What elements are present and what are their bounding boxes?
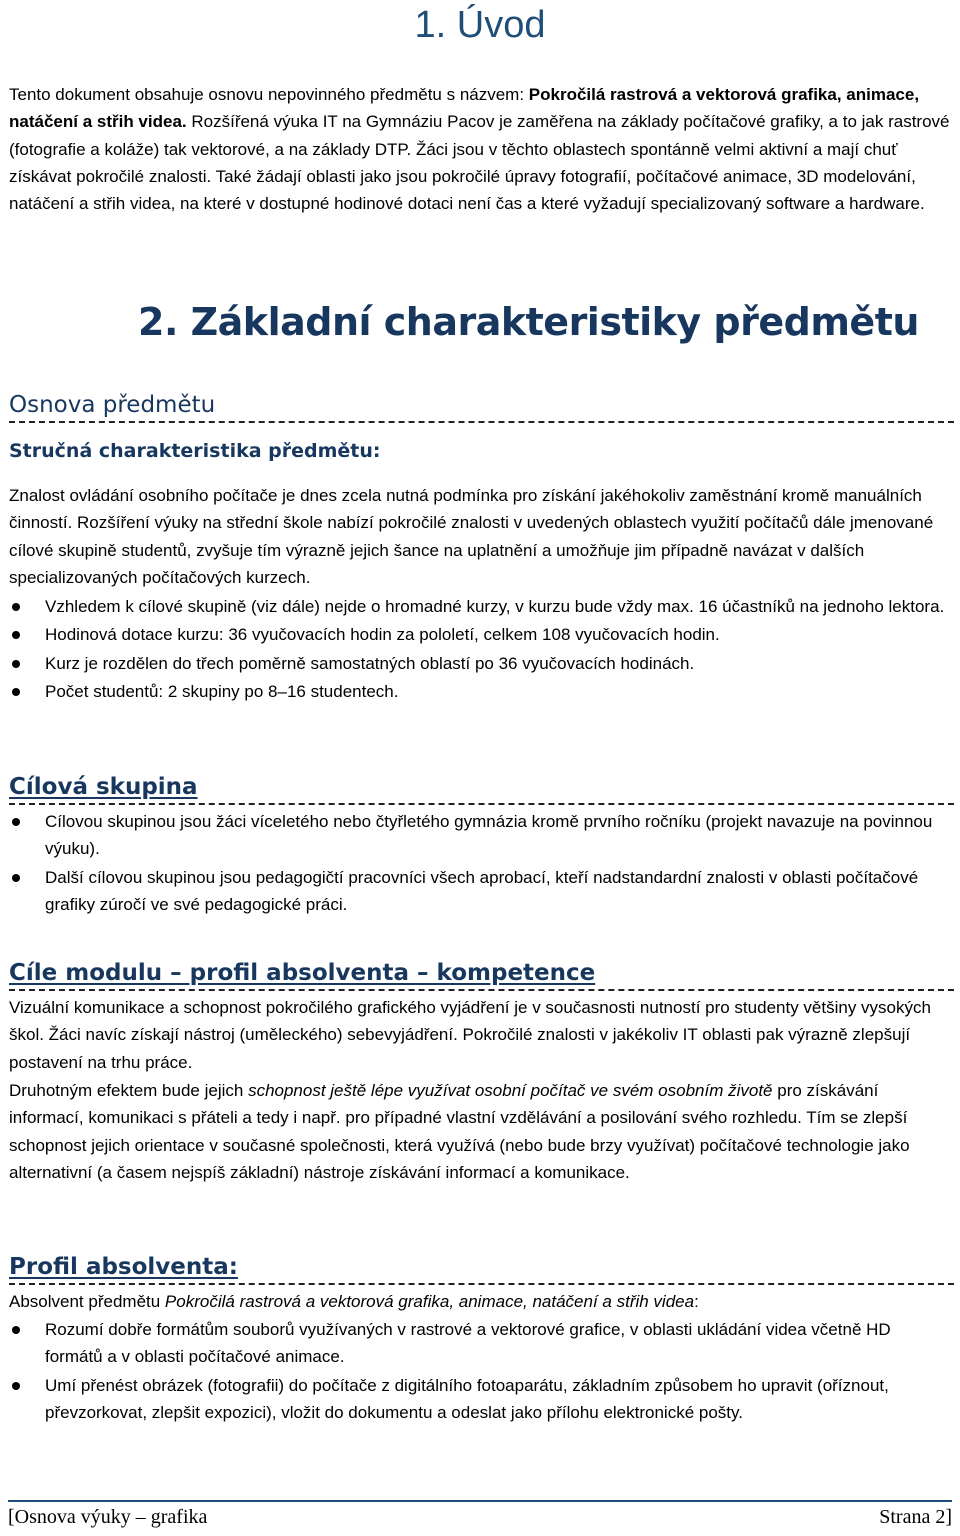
profil-heading	[9, 1252, 954, 1285]
page-title: 1. Úvod	[414, 4, 546, 46]
bullet-icon	[12, 660, 20, 668]
osnova-heading-text: Osnova předmětu	[9, 392, 216, 418]
osnova-subheading: Stručná charakteristika předmětu:	[9, 440, 381, 462]
bullet-icon	[12, 1326, 20, 1334]
cilova-bullet-list	[9, 808, 951, 919]
list-item: Další cílovou skupinou jsou pedagogičtí pracovníci všech aprobací, kteří nadstandardní znalosti v oblasti počítačové grafiky zúročí ve své pedagogické práci.	[9, 864, 951, 919]
bullet-icon	[12, 603, 20, 611]
list-item: Počet studentů: 2 skupiny po 8–16 studentech.	[9, 678, 951, 705]
profil-heading-text: Profil absolventa:	[9, 1254, 238, 1280]
list-item: Vzhledem k cílové skupině (viz dále) nejde o hromadné kurzy, v kurzu bude vždy max. 16 účastníků na jednoho lektora.	[9, 593, 951, 620]
intro-text-prefix: Tento dokument obsahuje osnovu nepovinného předmětu s názvem:	[9, 85, 529, 104]
cilova-heading-text: Cílová skupina	[9, 774, 198, 800]
profil-bullet-list	[9, 1316, 951, 1427]
osnova-bullet-list	[9, 593, 951, 706]
list-item: Rozumí dobře formátům souborů využívaných v rastrové a vektorové grafice, v oblasti ukládání videa včetně HD formátů a v oblasti počítačové animace.	[9, 1316, 951, 1371]
cile-paragraph-2: Druhotným efektem bude jejich schopnost ještě lépe využívat osobní počítač ve svém osobním životě pro získávání informací, komunikaci s přáteli a tedy i např. pro případné vlastní vzdělávání a posilování svého rozhledu. Tím se zlepší schopnost jejich orientace v současné společnosti, která využívá (nebo bude brzy využívat) počítačové technologie jako alternativní (a časem nejspíš základní) nástroje získávání informací a komunikace.	[9, 1081, 910, 1182]
list-item: Cílovou skupinou jsou žáci víceletého nebo čtyřletého gymnázia kromě prvního ročníku (projekt navazuje na povinnou výuku).	[9, 808, 951, 863]
footer-page-number: Strana 2]	[879, 1506, 952, 1528]
bullet-icon	[12, 874, 20, 882]
cile-emphasis: schopnost ještě lépe využívat osobní počítač ve svém osobním životě	[248, 1081, 773, 1100]
list-item: Umí přenést obrázek (fotografii) do počítače z digitálního fotoaparátu, základním způsobem ho upravit (oříznout, převzorkovat, zlepšit expozici), vložit do dokumentu a odeslat jako přílohu elektronické pošty.	[9, 1372, 951, 1427]
list-item: Kurz je rozdělen do třech poměrně samostatných oblastí po 36 vyučovacích hodinách.	[9, 650, 951, 677]
course-name-bold: Pokročilá rastrová a vektorová grafika, animace, natáčení a střih videa.	[9, 85, 920, 132]
page-footer	[8, 1500, 952, 1529]
footer-left: [Osnova výuky – grafika	[8, 1506, 208, 1528]
section-title: 2. Základní charakteristiky předmětu	[138, 300, 919, 344]
intro-paragraph	[9, 81, 951, 217]
bullet-icon	[12, 688, 20, 696]
list-item: Hodinová dotace kurzu: 36 vyučovacích hodin za pololetí, celkem 108 vyučovacích hodin.	[9, 621, 951, 648]
cile-heading-text: Cíle modulu – profil absolventa – kompetence	[9, 960, 596, 986]
profil-course-name: Pokročilá rastrová a vektorová grafika, animace, natáčení a střih videa	[164, 1292, 695, 1311]
osnova-text: Znalost ovládání osobního počítače je dnes zcela nutná podmínka pro získání jakéhokoliv zaměstnání kromě manuálních činností. Rozšíření výuky na střední škole nabízí pokročilé znalosti v uvedených oblastech využití počítačů dále jmenované cílové skupině studentů, zvyšuje tím výrazně jejich šance na uplatnění a umožňuje jim případně navázat v dalších specializovaných počítačových kurzech.	[9, 486, 934, 587]
intro-text-rest: Rozšířená výuka IT na Gymnáziu Pacov je zaměřena na základy počítačové grafiky, a to jak rastrové (fotografie a koláže) tak vektorové, a na základy DTP. Žáci jsou v těchto oblastech spontánně velmi aktivní a mají chuť získávat pokročilé znalosti. Také žádají oblasti jako jsou pokročilé úpravy fotografií, počítačové animace, 3D modelování, natáčení a střih videa, na které v dostupné hodinové dotaci není čas a které vyžadují specializovaný software a hardware.	[9, 112, 950, 214]
osnova-heading	[9, 390, 954, 423]
cile-paragraph-1: Vizuální komunikace a schopnost pokročilého grafického vyjádření je v současnosti nutností pro studenty většiny vysokých škol. Žáci navíc získají nástroj (uměleckého) sebevyjádření. Pokročilé znalosti v jakékoliv IT oblasti pak výrazně zlepšují postavení na trhu práce.	[9, 998, 931, 1072]
profil-intro: Absolvent předmětu Pokročilá rastrová a vektorová grafika, animace, natáčení a střih videa:	[9, 1292, 699, 1311]
bullet-icon	[12, 818, 20, 826]
cile-heading	[9, 958, 954, 991]
bullet-icon	[12, 1382, 20, 1390]
bullet-icon	[12, 631, 20, 639]
cilova-heading	[9, 772, 954, 805]
